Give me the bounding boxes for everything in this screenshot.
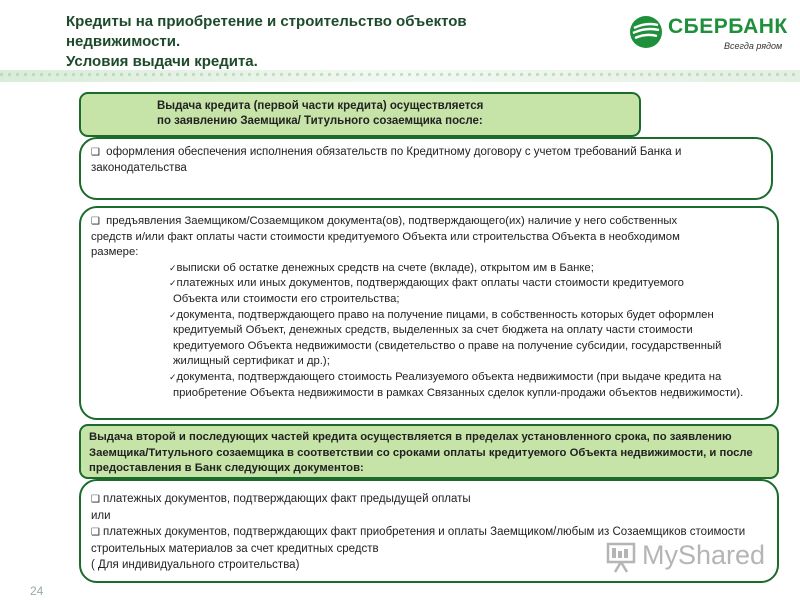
sberbank-logo-icon <box>628 14 664 50</box>
check-icon: ✓ <box>169 371 177 382</box>
own-funds-document-list <box>91 261 773 401</box>
own-funds-intro <box>91 214 773 261</box>
watermark-presentation-icon <box>604 540 638 574</box>
payment-docs-or: или <box>91 510 111 522</box>
header-divider-pattern <box>0 73 800 76</box>
document-list-item <box>91 276 773 307</box>
check-icon: ✓ <box>169 309 177 320</box>
payment-docs-item-1-text: платежных документов, подтверждающих факт предыдущей оплаты <box>102 493 471 505</box>
title-line-3: Условия выдачи кредита. <box>66 53 258 70</box>
checkbox-bullet-icon: ❑ <box>91 494 100 505</box>
watermark-text: MyShared <box>642 540 766 570</box>
document-list-item <box>91 261 773 277</box>
document-list-item-text: платежных или иных документов, подтверждающих факт оплаты части стоимости кредитуемого Объекта или стоимости его строительства; <box>173 277 684 305</box>
first-tranche-heading-line-1: Выдача кредита (первой части кредита) осуществляется <box>157 100 484 112</box>
payment-docs-item-1 <box>91 491 773 508</box>
subsequent-tranches-heading-box <box>79 424 779 479</box>
check-icon: ✓ <box>169 278 177 289</box>
first-tranche-heading-box <box>79 92 641 137</box>
subsequent-tranches-heading-text: Выдача второй и последующих частей кредита осуществляется в пределах установленного срока, по заявлению Заемщика/Титульного созаемщика в соответствии со сроками оплаты кредитуемого Объекта недвижимости, и после предоставления в Банк следующих документов: <box>89 431 753 474</box>
payment-docs-note: ( Для индивидуального строительства) <box>91 559 300 571</box>
document-list-item <box>91 308 773 370</box>
checkbox-bullet-icon: ❑ <box>91 147 100 158</box>
security-condition-box <box>79 137 773 200</box>
logo-name: СБЕРБАНК <box>668 15 788 38</box>
own-funds-intro-text: предъявления Заемщиком/Созаемщиком документа(ов), подтверждающего(их) наличие у него собственных средств и/или факт оплаты части стоимости кредитуемого Объекта или строительства Объекта в необходимом размере: <box>91 215 680 259</box>
document-list-item-text: документа, подтверждающего стоимость Реализуемого объекта недвижимости (при выдаче кредита на приобретение Объекта недвижимости в рамках Связанных сделок купли-продажи объектов недвижимости). <box>173 370 744 399</box>
document-list-item <box>91 370 773 401</box>
payment-docs-item-2-text: платежных документов, подтверждающих факт приобретения и оплаты Заемщиком/любым из Созаемщиков стоимости строительных материалов за счет кредитных средств <box>91 526 746 555</box>
title-line-1: Кредиты на приобретение и строительство объектов <box>66 13 467 30</box>
check-icon: ✓ <box>169 262 177 273</box>
title-line-2: недвижимости. <box>66 33 181 50</box>
own-funds-condition-box <box>79 206 779 420</box>
header-divider <box>0 70 800 82</box>
checkbox-bullet-icon: ❑ <box>91 216 100 227</box>
sberbank-logo <box>628 12 796 56</box>
watermark <box>602 538 772 578</box>
logo-tagline: Всегда рядом <box>724 41 783 51</box>
checkbox-bullet-icon: ❑ <box>91 527 100 538</box>
page-title <box>66 12 586 72</box>
security-condition-text: оформления обеспечения исполнения обязательств по Кредитному договору с учетом требований Банка и законодательства <box>91 146 682 174</box>
document-list-item-text: выписки об остатке денежных средств на счете (вкладе), открытом им в Банке; <box>176 261 594 274</box>
page-number: 24 <box>30 584 44 598</box>
document-list-item-text: документа, подтверждающего право на получение пицами, в собственность которых будет оформлен кредитуемый Объект, денежных средств, выделенных за счет бюджета на оплату части стоимости кредитуемого Объекта недвижимости (свидетельство о праве на получение субсидии, государственный жилищный сертификат и др.); <box>173 308 722 368</box>
first-tranche-heading-line-2: по заявлению Заемщика/ Титульного созаемщика после: <box>157 115 483 127</box>
